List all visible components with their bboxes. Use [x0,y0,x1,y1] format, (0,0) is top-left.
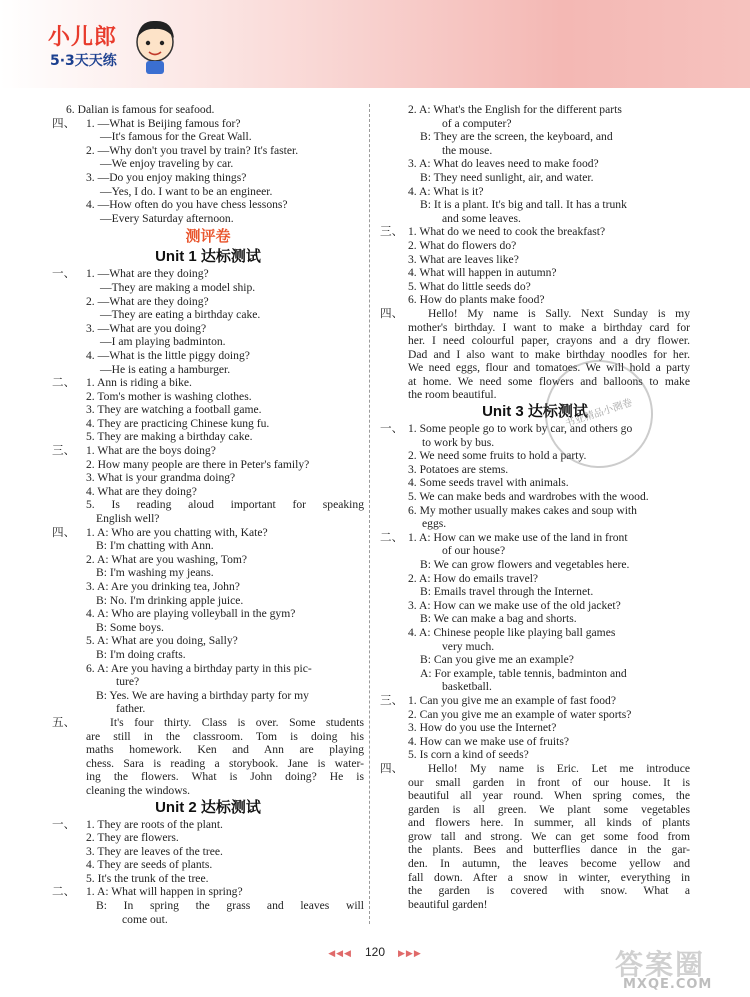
question-number: 二、 [52,885,76,899]
answer-line [52,212,364,226]
answer-line [380,117,690,131]
answer-line [52,376,364,390]
answer-line [380,239,690,253]
answer-text: 5. A: What are you doing, Sally? [86,634,238,648]
answer-text: 6. My mother usually makes cakes and soup with [408,503,637,517]
answer-line [380,253,690,267]
question-number: 四、 [380,306,404,320]
question-number: 四、 [380,761,404,775]
answer-line [380,185,690,199]
answer-line [380,157,690,171]
answer-line [380,776,690,790]
answer-text: 2. How many people are there in Peter's family? [86,457,310,471]
answer-text: 2. Tom's mother is washing clothes. [86,389,252,403]
answer-text: 5. Is corn a kind of seeds? [408,748,529,762]
answer-line [380,653,690,667]
unit-title: Unit 2 达标测试 [155,798,261,816]
answer-line [52,281,364,295]
answer-line [380,612,690,626]
answer-text: B: Emails travel through the Internet. [420,585,594,599]
answer-text: —Every Saturday afternoon. [100,211,234,225]
answer-line [52,743,364,757]
answer-line [380,544,690,558]
answer-line [52,471,364,485]
answer-line [380,680,690,694]
answer-text: 4. Some seeds travel with animals. [408,476,569,490]
answer-text: 4. A: Chinese people like playing ball games [408,625,616,639]
answer-text: grow tall and strong. We can get some food from [408,829,690,843]
answer-line [380,531,690,545]
answer-text: 3. Potatoes are stems. [408,462,509,476]
answer-text: 6. A: Are you having a birthday party in this pic- [86,661,312,675]
answer-line [380,762,690,776]
answer-line [52,872,364,886]
answer-text: 1. They are roots of the plant. [86,817,223,831]
answer-text: the plants. Bees and butterflies dance in the gar- [408,843,690,857]
answer-text: 3. A: How can we make use of the old jacket? [408,598,621,612]
answer-text: Hello! My name is Sally. Next Sunday is my [428,306,690,320]
question-number: 三、 [380,225,404,239]
answer-line [380,517,690,531]
answer-text: 4. How can we make use of fruits? [408,734,569,748]
answer-line [380,504,690,518]
answer-line [380,884,690,898]
answer-text: 4. They are seeds of plants. [86,858,213,872]
answer-line [52,675,364,689]
answer-text: our small garden in front of our house. It is [408,775,690,789]
answer-text: We need eggs, flour and tomatoes. We will hold a party [408,361,690,375]
answer-line [380,476,690,490]
answer-text: B: I'm washing my jeans. [96,566,214,580]
answer-text: 1. Some people go to work by car, and others go [408,422,633,436]
answer-text: cleaning the windows. [86,783,190,797]
answer-line [52,512,364,526]
answer-text: 3. How do you use the Internet? [408,721,557,735]
watermark-logo: 答案圈 [615,948,706,981]
answer-text: B: We can make a bag and shorts. [420,612,577,626]
answer-line [380,599,690,613]
answer-line [380,667,690,681]
answer-text: at home. We need some flowers and balloons to make [408,374,690,388]
answer-text: her. I need colourful paper, crayons and a dry flower. [408,334,690,348]
answer-text: and some leaves. [442,211,521,225]
answer-line [52,430,364,444]
answer-text: fall down. After a snow in winter, everything in [408,870,690,884]
answer-line [380,361,690,375]
answer-line [52,716,364,730]
answer-text: —They are making a model ship. [100,280,256,294]
answer-line [52,144,364,158]
answer-line [52,295,364,309]
question-number: 三、 [52,444,76,458]
answer-line [52,757,364,771]
answer-line [52,390,364,404]
answer-line [380,307,690,321]
answer-line [52,322,364,336]
answer-line [380,130,690,144]
answer-text: 1. What do we need to cook the breakfast? [408,225,606,239]
answer-text: —He is eating a hamburger. [100,362,231,376]
answer-text: 3. They are watching a football game. [86,403,262,417]
answer-text: den. In autumn, the leaves become yellow and [408,857,690,871]
answer-text: Hello! My name is Eric. Let me introduce [428,761,690,775]
answer-line [52,580,364,594]
answer-line [380,830,690,844]
answer-text: 5. Is reading aloud important for speaking [86,498,364,512]
answer-line [380,572,690,586]
right-column [380,103,690,911]
answer-line [380,490,690,504]
answer-line [52,662,364,676]
answer-text: and flowers here. In summer, all kinds of plants [408,816,690,830]
answer-line [380,449,690,463]
answer-text: of our house? [442,544,506,558]
answer-line [52,913,364,927]
answer-line [380,694,690,708]
stamp-text: 书业精品小测卷 [563,397,634,430]
answer-text: Dad and I also want to make birthday noodles for her. [408,347,690,361]
answer-text: 5. We can make beds and wardrobes with the wood. [408,490,649,504]
answer-text: 3. What is your grandma doing? [86,471,236,485]
answer-text: A: For example, table tennis, badminton and [420,666,627,680]
answer-line [52,689,364,703]
answer-text: 3. What are leaves like? [408,252,519,266]
answer-line [52,607,364,621]
answer-text: 2. A: How do emails travel? [408,571,539,585]
answer-line [52,730,364,744]
answer-line [52,621,364,635]
answer-text: B: It is a plant. It's big and tall. It has a trunk [420,198,627,212]
answer-text: beautiful garden! [408,897,488,911]
answer-text: 2. A: What's the English for the different parts [408,103,622,116]
answer-text: chess. Sara is reading a storybook. Jane is water- [86,756,364,770]
answer-text: B: No. I'm drinking apple juice. [96,593,244,607]
answer-line [380,871,690,885]
answer-text: —I am playing badminton. [100,335,226,349]
watermark-url: MXQE.COM [623,977,713,992]
answer-line [52,157,364,171]
answer-text: mother's birthday. I want to make a birthday card for [408,320,690,334]
answer-line [52,267,364,281]
answer-text: B: Yes. We are having a birthday party for my [96,688,309,702]
answer-text: 4. What are they doing? [86,484,197,498]
answer-line [380,789,690,803]
answer-line [380,721,690,735]
answer-line [52,103,364,117]
answer-text: —We enjoy traveling by car. [100,157,234,171]
question-number: 四、 [52,116,76,130]
answer-line [52,831,364,845]
answer-line [52,553,364,567]
answer-text: B: I'm chatting with Ann. [96,539,214,553]
answer-text: 1. —What is Beijing famous for? [86,116,241,130]
answer-text: ing the flowers. What is John doing? He is [86,770,364,784]
answer-text: maths homework. Ken and Ann are playing [86,743,364,757]
answer-text: English well? [96,512,160,526]
answer-line [52,417,364,431]
answer-text: very much. [442,639,495,653]
answer-text: 1. A: What will happen in spring? [86,885,243,899]
answer-text: are still in the classroom. Tom is doing his [86,729,364,743]
question-number: 二、 [380,530,404,544]
answer-text: 2. They are flowers. [86,831,179,845]
answer-line [380,626,690,640]
answer-text: 5. It's the trunk of the tree. [86,871,209,885]
answer-line [52,171,364,185]
answer-line [52,594,364,608]
answer-line [380,171,690,185]
answer-text: ture? [116,675,140,689]
answer-text: of a computer? [442,116,512,130]
answer-line [52,784,364,798]
answer-line [52,634,364,648]
answer-text: B: They need sunlight, air, and water. [420,170,594,184]
question-number: 四、 [52,525,76,539]
answer-text: 3. —Do you enjoy making things? [86,170,247,184]
answer-line [380,266,690,280]
answer-text: 1. Can you give me an example of fast food? [408,693,616,707]
answer-text: 2. A: What are you washing, Tom? [86,552,248,566]
question-number: 五、 [52,715,76,729]
answer-line [52,444,364,458]
watermark [615,935,745,995]
answer-line [52,349,364,363]
column-divider [369,104,370,924]
page-number: 120 [364,945,386,959]
answer-line [380,144,690,158]
answer-line [52,458,364,472]
answer-line [52,498,364,512]
unit-title: Unit 1 达标测试 [155,248,261,266]
answer-text: 2. We need some fruits to hold a party. [408,449,587,463]
answer-line [52,198,364,212]
answer-text: 3. A: Are you drinking tea, John? [86,580,240,593]
arrows-right-icon: ▶▶▶ [398,948,422,958]
question-number: 一、 [52,267,76,281]
answer-line [380,898,690,912]
answer-text: beautiful all year round. When spring comes, the [408,789,690,803]
answer-text: 4. A: What is it? [408,184,484,198]
answer-text: eggs. [422,517,447,531]
answer-text: 1. —What are they doing? [86,267,209,281]
answer-line [52,858,364,872]
answer-text: 2. Can you give me an example of water sports? [408,707,632,721]
answer-text: 1. Ann is riding a bike. [86,376,192,390]
answer-line [52,539,364,553]
answer-line [380,225,690,239]
answer-text: 4. —How often do you have chess lessons? [86,198,288,212]
unit-title: Unit 3 达标测试 [482,403,588,421]
answer-line [380,198,690,212]
question-number: 二、 [52,376,76,390]
left-column [52,103,364,926]
answer-line [52,648,364,662]
answer-line [52,363,364,377]
answer-text: —It's famous for the Great Wall. [100,130,252,144]
answer-line [380,293,690,307]
answer-line [52,770,364,784]
answer-text: 3. They are leaves of the tree. [86,844,223,858]
answer-line [52,485,364,499]
answer-text: basketball. [442,680,492,694]
answer-text: 4. What will happen in autumn? [408,266,557,280]
answer-text: B: I'm doing crafts. [96,647,186,661]
answer-line [380,321,690,335]
logo-title: 小儿郎 [48,25,118,50]
answer-text: come out. [122,912,168,926]
answer-line [52,526,364,540]
answer-line [380,348,690,362]
answer-text: garden is all green. We plant some vegetables [408,802,690,816]
answer-text: B: We can grow flowers and vegetables here. [420,558,630,571]
answer-line [380,708,690,722]
answer-line [52,702,364,716]
answer-line [380,463,690,477]
answer-text: B: Some boys. [96,620,164,634]
answer-line [380,558,690,572]
answer-text: 6. How do plants make food? [408,293,545,307]
answer-text: 4. —What is the little piggy doing? [86,348,250,362]
answer-text: 5. They are making a birthday cake. [86,430,253,444]
answer-line [52,566,364,580]
answer-line [380,735,690,749]
answer-line [380,103,690,117]
answer-line [380,843,690,857]
answer-text: 3. A: What do leaves need to make food? [408,157,599,171]
answer-text: 1. A: How can we make use of the land in front [408,530,628,544]
answer-text: 3. —What are you doing? [86,321,207,335]
answer-text: 2. —What are they doing? [86,294,209,308]
answer-line [52,885,364,899]
question-number: 三、 [380,693,404,707]
answer-line [52,185,364,199]
logo-subtitle: 5·3天天练 [50,53,117,69]
answer-line [380,816,690,830]
answer-line [52,117,364,131]
answer-line [380,280,690,294]
answer-text: the garden is covered with snow. What a [408,884,690,898]
answer-line [52,818,364,832]
answer-text: 2. —Why don't you travel by train? It's faster. [86,143,299,157]
answer-line [380,334,690,348]
logo [48,8,178,78]
answer-text: to work by bus. [422,435,495,449]
section-title: 测评卷 [185,227,231,246]
answer-line [380,640,690,654]
answer-text: father. [116,702,146,716]
answer-text: 6. Dalian is famous for seafood. [66,103,215,116]
answer-text: B: Can you give me an example? [420,653,574,667]
answer-text: 4. A: Who are playing volleyball in the gym? [86,607,296,621]
answer-text: B: They are the screen, the keyboard, and [420,130,613,144]
answer-line [380,585,690,599]
answer-text: It's four thirty. Class is over. Some students [110,715,364,729]
answer-line [52,130,364,144]
answer-line [380,748,690,762]
answer-text: —They are eating a birthday cake. [100,308,261,322]
answer-text: 4. They are practicing Chinese kung fu. [86,416,270,430]
answer-line [52,308,364,322]
answer-line [380,857,690,871]
answer-text: 1. A: Who are you chatting with, Kate? [86,525,268,539]
question-number: 一、 [52,817,76,831]
answer-text: 1. What are the boys doing? [86,444,216,458]
answer-text: B: In spring the grass and leaves will [96,899,364,913]
question-number: 一、 [380,422,404,436]
mascot-icon [132,16,178,76]
answer-line [52,845,364,859]
answer-text: —Yes, I do. I want to be an engineer. [100,184,273,198]
answer-text: 2. What do flowers do? [408,238,517,252]
answer-text: the room beautiful. [408,388,497,402]
answer-line [52,899,364,913]
answer-line [52,335,364,349]
answer-line [52,403,364,417]
answer-text: the mouse. [442,143,493,157]
answer-text: 5. What do little seeds do? [408,279,531,293]
arrows-left-icon: ◀◀◀ [328,948,352,958]
answer-line [380,803,690,817]
answer-line [380,212,690,226]
